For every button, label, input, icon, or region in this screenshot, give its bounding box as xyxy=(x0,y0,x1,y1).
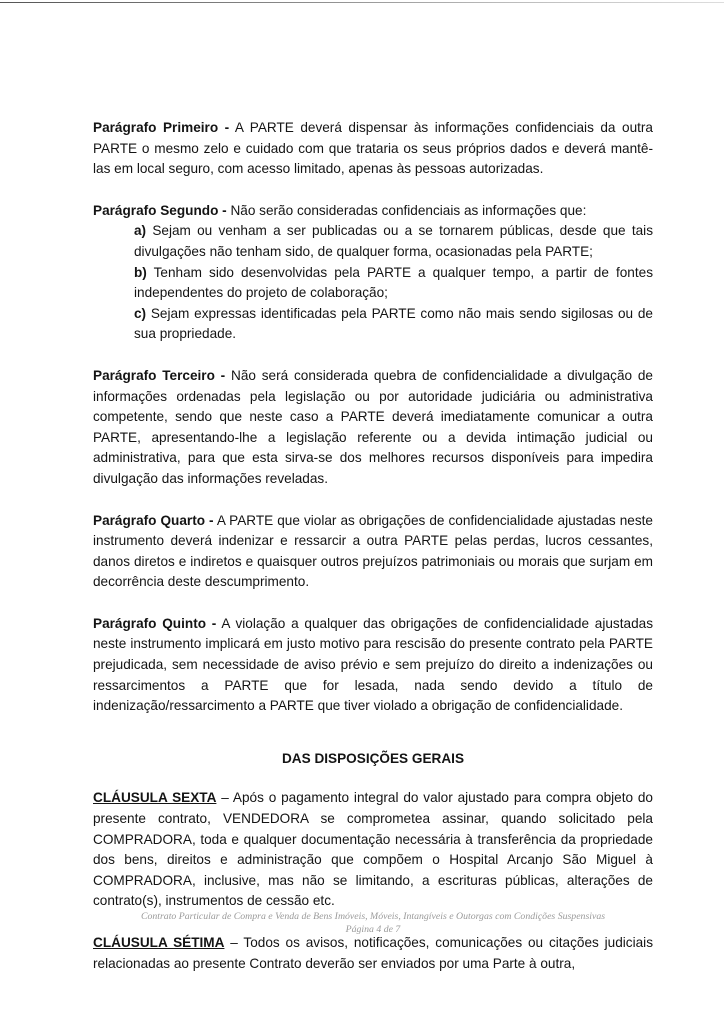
paragrafo-primeiro xyxy=(93,118,653,180)
clausula-sexta xyxy=(93,788,653,912)
list-item xyxy=(134,304,653,345)
paragrafo-quarto-lead: Parágrafo Quarto - xyxy=(93,512,214,528)
paragrafo-segundo-lead: Parágrafo Segundo - xyxy=(93,202,227,218)
page-number: Página 4 de 7 xyxy=(345,924,401,935)
paragrafo-primeiro-lead: Parágrafo Primeiro - xyxy=(93,120,230,135)
document-page xyxy=(93,118,653,974)
list-item-key: a) xyxy=(134,223,147,239)
paragrafo-terceiro xyxy=(93,366,653,490)
paragrafo-quinto-lead: Parágrafo Quinto - xyxy=(93,615,217,631)
paragrafo-quinto xyxy=(93,614,653,717)
list-item-key: c) xyxy=(134,305,147,321)
paragrafo-quarto xyxy=(93,511,653,593)
clausula-setima-lead: CLÁUSULA SÉTIMA xyxy=(93,935,225,950)
list-item-key: b) xyxy=(134,264,147,280)
paragrafo-terceiro-lead: Parágrafo Terceiro - xyxy=(93,367,226,383)
clausula-setima xyxy=(93,933,653,974)
clausula-setima-text: – Todos os avisos, notificações, comunicações ou citações judiciais relacionadas ao presente Contrato deverão ser enviados por uma Parte à outra, xyxy=(93,935,654,971)
paragrafo-terceiro-text: Não será considerada quebra de confidencialidade a divulgação de informações ordenadas pela legislação ou por autoridade judiciária ou administrativa competente, sendo que neste caso a PARTE deverá imediatamente comunicar a outra PARTE, apresentando-lhe a legislação referente ou a devida intimação judicial ou administrativa, para que esta sirva-se dos melhores recursos disponíveis para impedira divulgação das informações reveladas. xyxy=(93,367,653,486)
footer-title: Contrato Particular de Compra e Venda de Bens Imóveis, Móveis, Intangíveis e Outorgas com Condições Suspensivas xyxy=(140,911,606,922)
list-item-text: Sejam expressas identificadas pela PARTE como não mais sendo sigilosas ou de sua propriedade. xyxy=(134,305,653,342)
list-item xyxy=(134,263,653,304)
scan-edge-line xyxy=(0,2,724,3)
paragrafo-segundo-items xyxy=(134,221,653,345)
list-item xyxy=(134,221,653,262)
list-item-text: Sejam ou venham a ser publicadas ou a se tornarem públicas, desde que tais divulgações não tenham sido, de qualquer forma, ocasionadas pela PARTE; xyxy=(134,223,653,259)
paragrafo-segundo xyxy=(93,201,653,222)
paragrafo-quinto-text: A violação a qualquer das obrigações de confidencialidade ajustadas neste instrumento implicará em justo motivo para rescisão do presente contrato pela PARTE prejudicada, sem necessidade de aviso prévio e sem prejuízo do direito a indenizações ou ressarcimentos a PARTE que for lesada, nada sendo devido a título de indenização/ressarcimento a PARTE que tiver violado a obrigação de confidencialidade. xyxy=(93,615,653,714)
paragrafo-quarto-text: A PARTE que violar as obrigações de confidencialidade ajustadas neste instrumento deverá indenizar e ressarcir a outra PARTE pelas perdas, lucros cessantes, danos diretos e indiretos e quaisquer outros prejuízos patrimoniais ou morais que surjam em decorrência deste descumprimento. xyxy=(93,512,653,590)
paragrafo-primeiro-text: A PARTE deverá dispensar às informações confidenciais da outra PARTE o mesmo zelo e cuidado com que trataria os seus próprios dados e deverá mantê-las em local seguro, com acesso limitado, apenas às pessoas autorizadas. xyxy=(93,120,653,177)
section-heading: DAS DISPOSIÇÕES GERAIS xyxy=(281,750,465,766)
paragrafo-segundo-text: Não serão consideradas confidenciais as informações que: xyxy=(226,202,587,218)
clausula-sexta-text: – Após o pagamento integral do valor ajustado para compra objeto do presente contrato, VENDEDORA se comprometea assinar, quando solicitado pela COMPRADORA, toda e qualquer documentação necessária à transferência da propriedade dos bens, direitos e administração que compõem o Hospital Arcanjo São Miguel à COMPRADORA, inclusive, mas não se limitando, a escrituras públicas, alterações de contrato(s), instrumentos de cessão etc. xyxy=(93,790,653,909)
list-item-text: Tenham sido desenvolvidas pela PARTE a qualquer tempo, a partir de fontes independentes do projeto de colaboração; xyxy=(134,264,653,301)
page-footer xyxy=(93,910,653,936)
clausula-sexta-lead: CLÁUSULA SEXTA xyxy=(93,790,217,806)
